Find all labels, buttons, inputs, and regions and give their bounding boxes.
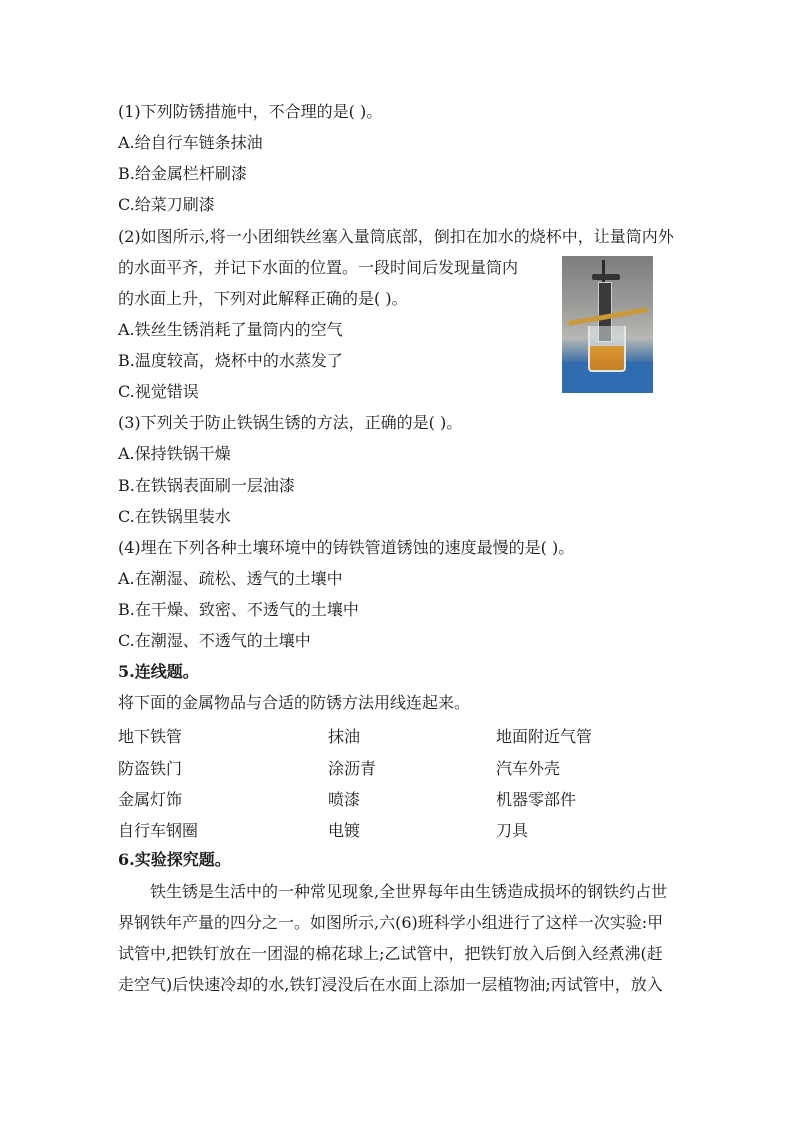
q3-option-a: A.保持铁锅干燥 — [118, 444, 231, 463]
q2-stem-line1: (2)如图所示,将一小团细铁丝塞入量筒底部，倒扣在加水的烧杯中，让量筒内外 — [118, 227, 674, 246]
matching-item-right: 汽车外壳 — [496, 759, 561, 778]
matching-row — [0, 787, 794, 809]
matching-item-right: 机器零部件 — [496, 790, 577, 809]
q2-stem-line2: 的水面平齐，并记下水面的位置。一段时间后发现量筒内 — [118, 258, 519, 277]
matching-item-middle: 电镀 — [328, 821, 361, 840]
q4-option-b: B.在干燥、致密、不透气的土壤中 — [118, 600, 359, 619]
q3-option-c: C.在铁锅里装水 — [118, 507, 231, 526]
q2-option-a: A.铁丝生锈消耗了量筒内的空气 — [118, 320, 343, 339]
matching-item-middle: 喷漆 — [328, 790, 361, 809]
matching-item-left: 防盗铁门 — [118, 759, 183, 778]
matching-row — [0, 756, 794, 778]
section6-paragraph-line: 试管中,把铁钉放在一团湿的棉花球上;乙试管中，把铁钉放入后倒入经煮沸(赶 — [118, 944, 663, 963]
section6-title: 6.实验探究题。 — [118, 850, 231, 869]
q1-option-a: A.给自行车链条抹油 — [118, 133, 263, 152]
q1-option-b: B.给金属栏杆刷漆 — [118, 164, 247, 183]
section5-title: 5.连线题。 — [118, 662, 199, 681]
section6-paragraph-line: 界钢铁年产量的四分之一。如图所示,六(6)班科学小组进行了这样一次实验:甲 — [118, 913, 664, 932]
q4-option-c: C.在潮湿、不透气的土壤中 — [118, 631, 311, 650]
matching-item-middle: 涂沥青 — [328, 759, 377, 778]
matching-item-left: 金属灯饰 — [118, 790, 183, 809]
q3-option-b: B.在铁锅表面刷一层油漆 — [118, 476, 295, 495]
q2-stem-line3: 的水面上升，下列对此解释正确的是( )。 — [118, 289, 408, 308]
q3-stem: (3)下列关于防止铁锅生锈的方法，正确的是( )。 — [118, 413, 463, 432]
section5-instruction: 将下面的金属物品与合适的防锈方法用线连起来。 — [118, 693, 471, 712]
q2-option-c: C.视觉错误 — [118, 382, 199, 401]
q2-option-b: B.温度较高，烧杯中的水蒸发了 — [118, 351, 343, 370]
q1-option-c: C.给菜刀刷漆 — [118, 195, 215, 214]
matching-item-left: 自行车钢圈 — [118, 821, 199, 840]
matching-item-middle: 抹油 — [328, 727, 361, 746]
matching-item-right: 刀具 — [496, 821, 529, 840]
q4-option-a: A.在潮湿、疏松、透气的土壤中 — [118, 569, 343, 588]
experiment-photo — [562, 256, 653, 393]
matching-row — [0, 724, 794, 746]
matching-row — [0, 818, 794, 840]
q1-stem: (1)下列防锈措施中，不合理的是( )。 — [118, 102, 383, 121]
q4-stem: (4)埋在下列各种土壤环境中的铸铁管道锈蚀的速度最慢的是( )。 — [118, 538, 575, 557]
section6-paragraph-line: 铁生锈是生活中的一种常见现象,全世界每年由生锈造成损坏的钢铁约占世 — [150, 882, 668, 901]
section6-paragraph-line: 走空气)后快速冷却的水,铁钉浸没后在水面上添加一层植物油;丙试管中，放入 — [118, 975, 663, 994]
matching-item-left: 地下铁管 — [118, 727, 183, 746]
matching-item-right: 地面附近气管 — [496, 727, 593, 746]
